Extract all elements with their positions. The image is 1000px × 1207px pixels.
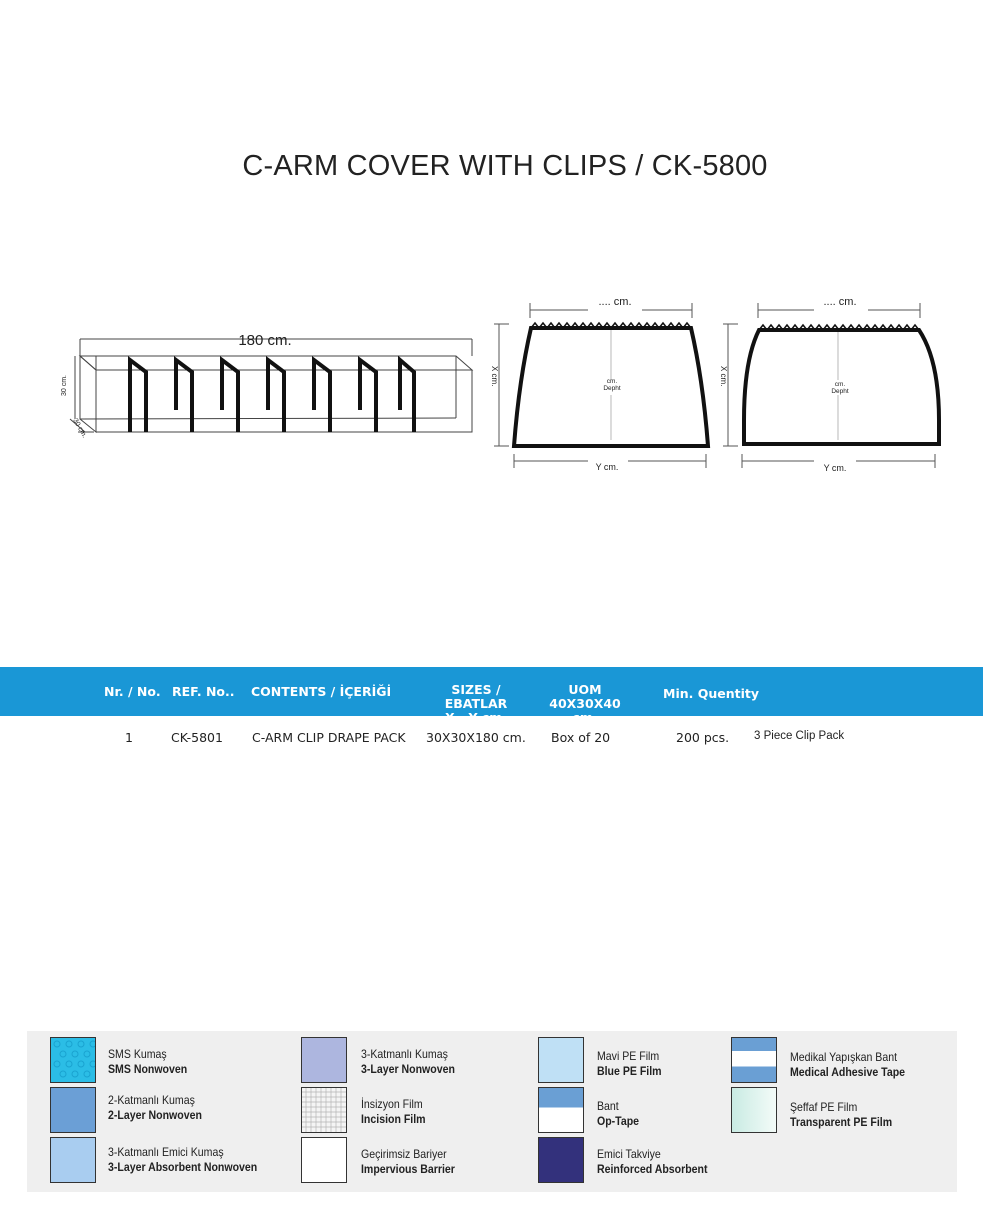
bag1-side-label: X cm. (490, 366, 499, 387)
row-sizes: 30X30X180 cm. (426, 730, 526, 745)
legend-tr: Bant (597, 1099, 619, 1113)
depth-label: 30 cm. (71, 417, 88, 440)
bag2-center-top: cm. (834, 381, 846, 388)
header-min-quantity: Min. Quentity (663, 686, 760, 701)
incision-film-swatch (301, 1087, 347, 1133)
legend-tr: 2-Katmanlı Kumaş (108, 1093, 195, 1107)
legend-en: 2-Layer Nonwoven (108, 1108, 202, 1122)
legend-item-impervious (361, 1147, 455, 1177)
bag2-top-label: .... cm. (823, 296, 857, 308)
legend-en: Op-Tape (597, 1114, 640, 1128)
clip-shapes (130, 360, 414, 432)
bag1-center-top: cm. (606, 378, 618, 385)
header-uom-line2: 40X30X40 cm. (549, 696, 621, 725)
row-ref: CK-5801 (171, 730, 223, 745)
bag1-bottom-label: Y cm. (595, 462, 619, 472)
bag-drawing-1 (490, 296, 708, 472)
legend-item-adhesive (790, 1050, 905, 1080)
legend-en: Medical Adhesive Tape (790, 1065, 906, 1079)
header-ref: REF. No.. (172, 684, 235, 699)
bag2-center-bottom: Depht (831, 388, 849, 395)
legend-tr: Emici Takviye (597, 1147, 661, 1161)
legend-item-2layer (108, 1093, 202, 1123)
row-min-quantity: 200 pcs. (676, 730, 730, 745)
legend-en: Reinforced Absorbent (597, 1162, 708, 1176)
legend-item-3layer-absorbent (108, 1145, 257, 1175)
legend-tr: 3-Katmanlı Kumaş (361, 1047, 448, 1061)
legend-en: Blue PE Film (597, 1064, 662, 1078)
legend-item-blue-pe (597, 1049, 662, 1079)
legend-en: Impervious Barrier (361, 1162, 455, 1176)
legend-en: Transparent PE Film (790, 1115, 893, 1129)
three-layer-absorbent-swatch (50, 1137, 96, 1183)
header-uom (535, 683, 635, 725)
length-label: 180 cm. (238, 332, 292, 349)
material-legend (27, 1031, 957, 1192)
bag1-top-label: .... cm. (598, 296, 632, 308)
bag2-bottom-label: Y cm. (823, 463, 847, 473)
legend-tr: 3-Katmanlı Emici Kumaş (108, 1145, 224, 1159)
two-layer-nonwoven-swatch (50, 1087, 96, 1133)
row-note: 3 Piece Clip Pack (754, 730, 845, 742)
legend-item-op-tape (597, 1099, 639, 1129)
legend-tr: İnsizyon Film (361, 1097, 423, 1111)
legend-tr: Geçirimsiz Bariyer (361, 1147, 447, 1161)
header-sizes-line1: SIZES / EBATLAR (444, 682, 508, 711)
legend-item-transparent (790, 1100, 892, 1130)
legend-en: SMS Nonwoven (108, 1062, 188, 1076)
header-uom-line1: UOM (568, 682, 602, 697)
medical-adhesive-tape-swatch (731, 1037, 777, 1083)
legend-en: Incision Film (361, 1112, 426, 1126)
legend-tr: SMS Kumaş (108, 1047, 167, 1061)
height-label: 30 cm. (61, 374, 68, 396)
bag2-side-label: X cm. (719, 366, 728, 387)
impervious-barrier-swatch (301, 1137, 347, 1183)
legend-item-sms (108, 1047, 187, 1077)
row-nr: 1 (125, 730, 133, 745)
header-nr: Nr. / No. (104, 684, 161, 699)
bag1-center-bottom: Depht (603, 385, 621, 392)
legend-en: 3-Layer Nonwoven (361, 1062, 455, 1076)
legend-tr: Mavi PE Film (597, 1049, 660, 1063)
header-sizes-line2: X - Y cm. (444, 710, 508, 725)
product-drawing (0, 0, 1000, 520)
row-contents: C-ARM CLIP DRAPE PACK (252, 730, 406, 745)
bag-drawing-2 (719, 296, 939, 473)
legend-item-reinforced (597, 1147, 708, 1177)
op-tape-swatch (538, 1087, 584, 1133)
header-sizes (420, 683, 532, 725)
row-uom: Box of 20 (551, 730, 611, 745)
three-layer-nonwoven-swatch (301, 1037, 347, 1083)
sms-nonwoven-swatch (50, 1037, 96, 1083)
legend-item-incision (361, 1097, 426, 1127)
reinforced-absorbent-swatch (538, 1137, 584, 1183)
page-title: C-ARM COVER WITH CLIPS / CK-5800 (242, 150, 768, 182)
legend-item-3layer (361, 1047, 455, 1077)
legend-tr: Medikal Yapışkan Bant (790, 1050, 898, 1064)
legend-en: 3-Layer Absorbent Nonwoven (108, 1160, 258, 1174)
blue-pe-film-swatch (538, 1037, 584, 1083)
legend-tr: Şeffaf PE Film (790, 1100, 858, 1114)
transparent-pe-film-swatch (731, 1087, 777, 1133)
header-contents: CONTENTS / İÇERİĞİ (251, 684, 392, 699)
